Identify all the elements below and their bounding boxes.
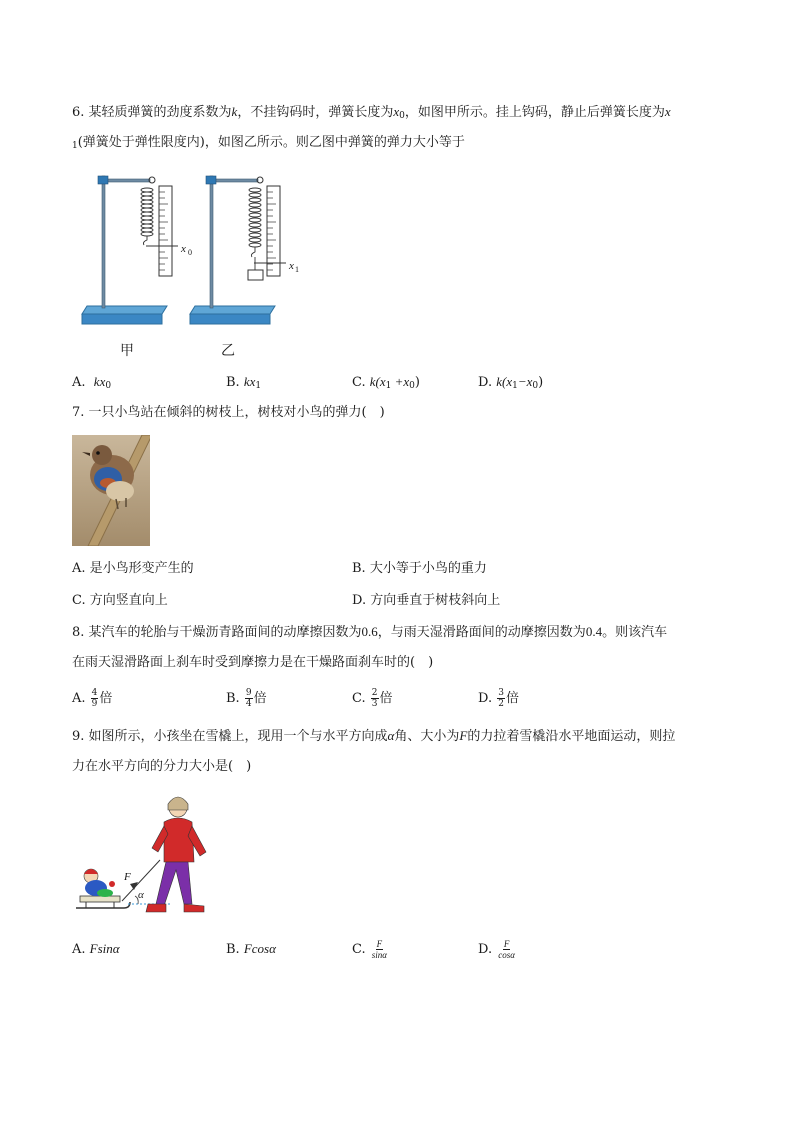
q9-stem-line2: 力在水平方向的分力大小是( ) <box>72 759 252 774</box>
q7-option-d[interactable]: D. 方向垂直于树枝斜向上 <box>352 593 501 608</box>
q9-fig-F-label: F <box>124 871 131 883</box>
q6-option-c[interactable]: C. $k(x_1 +x_0)$ <box>352 374 420 391</box>
q9-option-d[interactable]: D. $\frac{F}{\cos\alpha}$ <box>478 939 515 960</box>
q8-option-c[interactable]: C. $\frac{2}{3}$ 倍 <box>352 688 393 709</box>
q9-option-b[interactable]: B. Fcosα <box>226 941 276 957</box>
q6-stem-line2 <box>72 133 465 156</box>
q6-line2-text: (弹簧处于弹性限度内)，如图乙所示。则乙图中弹簧的弹力大小等于 <box>77 135 465 150</box>
q8-stem-line2: 在雨天湿滑路面上刹车时受到摩擦力是在干燥路面刹车时的( ) <box>72 655 434 670</box>
q9-stem-line1: 9. 如图所示，小孩坐在雪橇上，现用一个与水平方向成α角、大小为F的力拉着雪橇沿水平地面运动，则拉 <box>72 728 676 744</box>
q9-fig-alpha-label: α <box>138 889 144 901</box>
q6-text-a: 6. 某轻质弹簧的劲度系数为 <box>72 105 232 120</box>
q8-option-a[interactable]: A. $\frac{4}{9}$ 倍 <box>72 688 113 709</box>
q6-line2-sub: 1 <box>72 141 78 151</box>
q6-fig-sub-left: 0 <box>188 248 192 257</box>
q6-text-c: ，如图甲所示。挂上钩码，静止后弹簧长度为 <box>404 105 665 120</box>
q8-option-b[interactable]: B. $\frac{9}{4}$ 倍 <box>226 688 267 709</box>
q6-text-b: ，不挂钩码时，弹簧长度为 <box>237 105 394 120</box>
child-on-sled <box>84 869 115 897</box>
sled <box>76 896 130 908</box>
q9-option-a[interactable]: A. Fsinα <box>72 941 120 957</box>
stand-left <box>82 176 178 324</box>
q9-F: F <box>459 728 468 743</box>
q8-option-d[interactable]: D. $\frac{3}{2}$ 倍 <box>478 688 519 709</box>
q6-caption-left: 甲 <box>120 343 134 359</box>
q8-stem-line1: 8. 某汽车的轮胎与干燥沥青路面间的动摩擦因数为0.6，与雨天湿滑路面间的动摩擦因数为0.4。则该汽车 <box>72 624 668 640</box>
q8-mu2: 0.4 <box>585 624 603 639</box>
q7-option-c[interactable]: C. 方向竖直向上 <box>72 593 168 608</box>
q6-x0-sub: 0 <box>399 111 405 121</box>
q6-stem-line1 <box>72 102 671 126</box>
stand-right <box>190 176 286 324</box>
q6-x0: x <box>393 104 400 119</box>
q6-option-a[interactable]: A. $kx_0$ <box>72 374 112 391</box>
q9-option-c[interactable]: C. $\frac{F}{\sin\alpha}$ <box>352 939 387 960</box>
q6-k: k <box>231 104 238 119</box>
q9-alpha: α <box>387 728 395 743</box>
q6-option-d[interactable]: D. $k(x_1-x_0)$ <box>478 374 544 391</box>
q7-stem: 7. 一只小鸟站在倾斜的树枝上，树枝对小鸟的弹力( ) <box>72 405 385 420</box>
q9-sled-figure <box>72 792 217 920</box>
q6-caption-right: 乙 <box>221 343 235 359</box>
q6-fig-sub-right: 1 <box>295 265 299 274</box>
adult-pulling <box>146 797 206 912</box>
q7-option-b[interactable]: B. 大小等于小鸟的重力 <box>352 561 487 576</box>
q6-fig-label-left: x <box>181 243 186 255</box>
q7-option-a[interactable]: A. 是小鸟形变产生的 <box>72 561 194 576</box>
q6-spring-figure <box>72 166 302 336</box>
q6-option-b[interactable]: B. $kx_1$ <box>226 374 262 391</box>
q6-fig-label-right: x <box>289 260 294 272</box>
q6-x1: x <box>664 104 671 119</box>
q7-bird-photo <box>72 435 150 546</box>
q8-mu1: 0.6 <box>361 624 378 639</box>
